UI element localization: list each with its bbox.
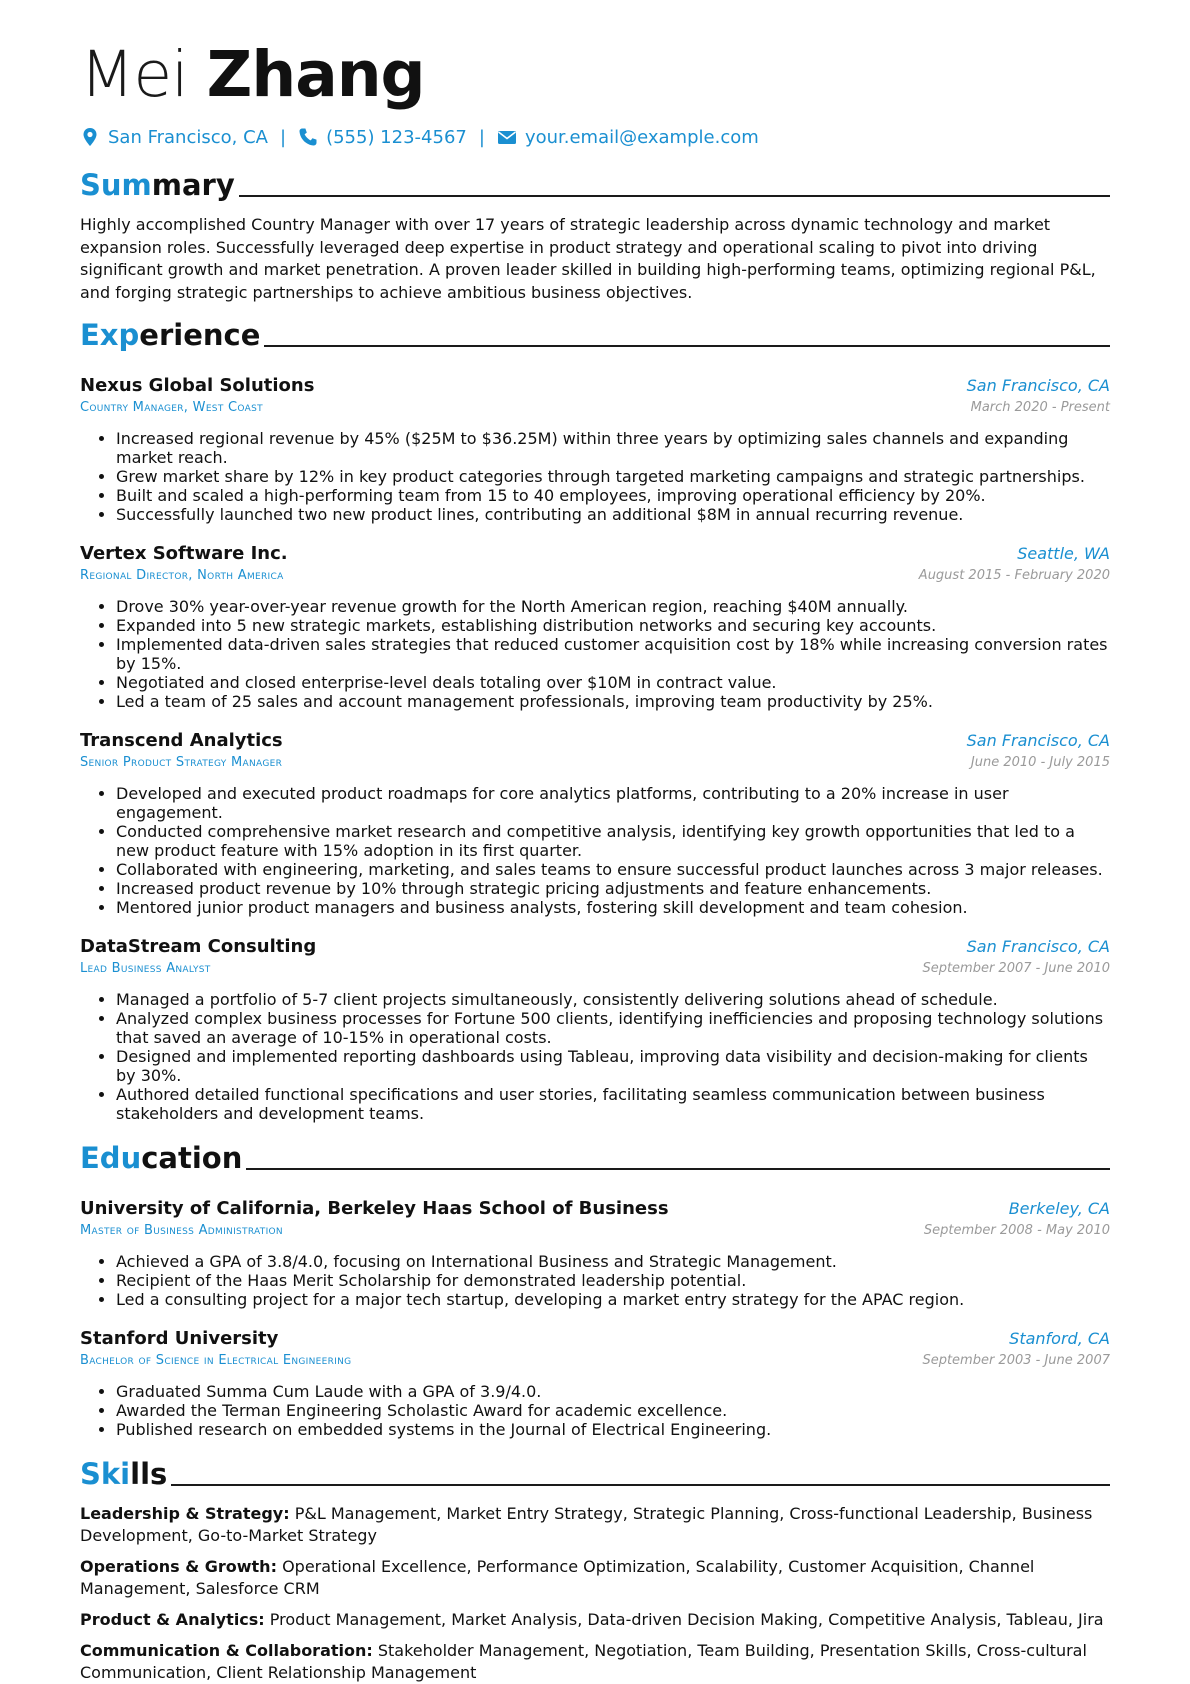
phone-icon [298,127,318,147]
achievement-list [80,597,1110,711]
skill-row [80,1503,1110,1547]
job-dates: June 2010 - July 2015 [970,755,1110,770]
skills-list [80,1503,1110,1684]
section-title: Summary [80,168,235,202]
candidate-name [80,36,1110,114]
list-item: • Authored detailed functional specifications and user stories, facilitating seamless communication between business stakeholders and development teams. [116,1085,1110,1123]
experience-list [80,374,1110,1123]
contact-email [497,127,759,148]
skill-row [80,1640,1110,1684]
skill-items: Operational Excellence, Performance Optimization, Scalability, Customer Acquisition, Channel Management, Salesforce CRM [80,1557,1035,1598]
skill-category: Product & Analytics: [80,1610,265,1629]
achievement-list [80,784,1110,917]
contact-phone [298,127,467,148]
list-item: • Achieved a GPA of 3.8/4.0, focusing on International Business and Strategic Management. [116,1252,1110,1271]
school-name: Stanford University [80,1328,279,1349]
company-name: DataStream Consulting [80,936,317,957]
education-entry [80,1197,1110,1309]
experience-entry [80,729,1110,917]
company-name: Transcend Analytics [80,730,283,751]
job-location: San Francisco, CA [966,376,1110,395]
list-item: • Analyzed complex business processes for Fortune 500 clients, identifying inefficiencies and proposing technology solutions that saved an average of 10-15% in operational costs. [116,1009,1110,1047]
envelope-icon [497,127,517,147]
skill-category: Leadership & Strategy: [80,1504,290,1523]
education-header [80,1137,1110,1175]
company-name: Nexus Global Solutions [80,375,315,396]
experience-entry [80,374,1110,524]
job-location: San Francisco, CA [966,937,1110,956]
achievement-list [80,1382,1110,1439]
section-rule [246,1168,1110,1170]
summary-text: Highly accomplished Country Manager with over 17 years of strategic leadership across dynamic technology and market expansion roles. Successfully leveraged deep expertise in product strategy and operational scaling to pivot into driving significant growth and market penetration. A proven leader skilled in building high-performing teams, optimizing regional P&L, and forging strategic partnerships to achieve ambitious business objectives. [80,215,1096,302]
skill-items: Product Management, Market Analysis, Data-driven Decision Making, Competitive Analysis, Tableau, Jira [269,1610,1104,1629]
list-item: • Successfully launched two new product lines, contributing an additional $8M in annual recurring revenue. [116,505,1110,524]
degree-title: Bachelor of Science in Electrical Engineering [80,1353,352,1368]
skill-category: Operations & Growth: [80,1557,277,1576]
email-link[interactable]: your.email@example.com [524,126,759,148]
list-item: • Collaborated with engineering, marketing, and sales teams to ensure successful product launches across 3 major releases. [116,860,1110,879]
education-entry [80,1327,1110,1439]
education-list [80,1197,1110,1439]
list-item: • Increased regional revenue by 45% ($25M to $36.25M) within three years by optimizing sales channels and expanding market reach. [116,429,1110,467]
list-item: • Awarded the Terman Engineering Scholastic Award for academic excellence. [116,1401,1110,1420]
list-item: • Led a team of 25 sales and account management professionals, improving team productivity by 25%. [116,692,1110,711]
list-item: • Negotiated and closed enterprise-level deals totaling over $10M in contract value. [116,673,1110,692]
list-item: • Graduated Summa Cum Laude with a GPA of 3.9/4.0. [116,1382,1110,1401]
section-rule [239,195,1110,197]
school-name: University of California, Berkeley Haas School of Business [80,1198,669,1219]
skills-header [80,1453,1110,1491]
job-title: Senior Product Strategy Manager [80,755,283,770]
map-pin-icon [80,127,100,147]
study-dates: September 2008 - May 2010 [923,1223,1110,1238]
skill-category: Communication & Collaboration: [80,1641,373,1660]
job-title: Lead Business Analyst [80,961,211,976]
experience-header [80,314,1110,352]
skill-items: P&L Management, Market Entry Strategy, Strategic Planning, Cross-functional Leadership, Business Development, Go-to-Market Strategy [80,1504,1093,1545]
list-item: • Implemented data-driven sales strategies that reduced customer acquisition cost by 18% while increasing conversion rates by 15%. [116,635,1110,673]
contact-location [80,127,268,148]
list-item: • Increased product revenue by 10% through strategic pricing adjustments and feature enhancements. [116,879,1110,898]
list-item: • Drove 30% year-over-year revenue growth for the North American region, reaching $40M annually. [116,597,1110,616]
section-rule [264,345,1110,347]
section-title: Education [80,1141,243,1175]
list-item: • Built and scaled a high-performing team from 15 to 40 employees, improving operational efficiency by 20%. [116,486,1110,505]
list-item: • Mentored junior product managers and business analysts, fostering skill development and team cohesion. [116,898,1110,917]
job-dates: September 2007 - June 2010 [922,961,1110,976]
school-location: Berkeley, CA [1008,1199,1110,1218]
job-dates: August 2015 - February 2020 [918,568,1110,583]
list-item: • Expanded into 5 new strategic markets, establishing distribution networks and securing key accounts. [116,616,1110,635]
summary-header [80,164,1110,202]
list-item: • Designed and implemented reporting dashboards using Tableau, improving data visibility and decision-making for clients by 30%. [116,1047,1110,1085]
skill-row [80,1609,1110,1631]
list-item: • Developed and executed product roadmaps for core analytics platforms, contributing to a 20% increase in user engagement. [116,784,1110,822]
study-dates: September 2003 - June 2007 [922,1353,1110,1368]
school-location: Stanford, CA [1009,1329,1110,1348]
section-title: Skills [80,1457,168,1491]
skill-items: Stakeholder Management, Negotiation, Team Building, Presentation Skills, Cross-cultural Communication, Client Relationship Management [80,1641,1087,1682]
job-title: Regional Director, North America [80,568,284,583]
job-location: Seattle, WA [1017,544,1110,563]
contact-separator: | [279,126,287,148]
achievement-list [80,990,1110,1123]
section-title: Experience [80,318,261,352]
experience-entry [80,542,1110,711]
achievement-list [80,429,1110,524]
job-dates: March 2020 - Present [970,400,1110,415]
last-name: Zhang [206,38,425,111]
list-item: • Recipient of the Haas Merit Scholarship for demonstrated leadership potential. [116,1271,1110,1290]
list-item: • Published research on embedded systems in the Journal of Electrical Engineering. [116,1420,1110,1439]
company-name: Vertex Software Inc. [80,543,288,564]
location-text: San Francisco, CA [108,126,268,148]
list-item: • Conducted comprehensive market research and competitive analysis, identifying key growth opportunities that led to a new product feature with 15% adoption in its first quarter. [116,822,1110,860]
job-title: Country Manager, West Coast [80,400,263,415]
skill-row [80,1556,1110,1600]
list-item: • Managed a portfolio of 5-7 client projects simultaneously, consistently delivering solutions ahead of schedule. [116,990,1110,1009]
phone-text: (555) 123-4567 [326,126,467,148]
achievement-list [80,1252,1110,1309]
list-item: • Led a consulting project for a major tech startup, developing a market entry strategy for the APAC region. [116,1290,1110,1309]
contact-line [80,124,1110,150]
job-location: San Francisco, CA [966,731,1110,750]
list-item: • Grew market share by 12% in key product categories through targeted marketing campaigns and strategic partnerships. [116,467,1110,486]
section-rule [171,1484,1110,1486]
experience-entry [80,935,1110,1123]
first-name: Mei [80,38,188,111]
degree-title: Master of Business Administration [80,1223,283,1238]
contact-separator: | [478,126,485,148]
